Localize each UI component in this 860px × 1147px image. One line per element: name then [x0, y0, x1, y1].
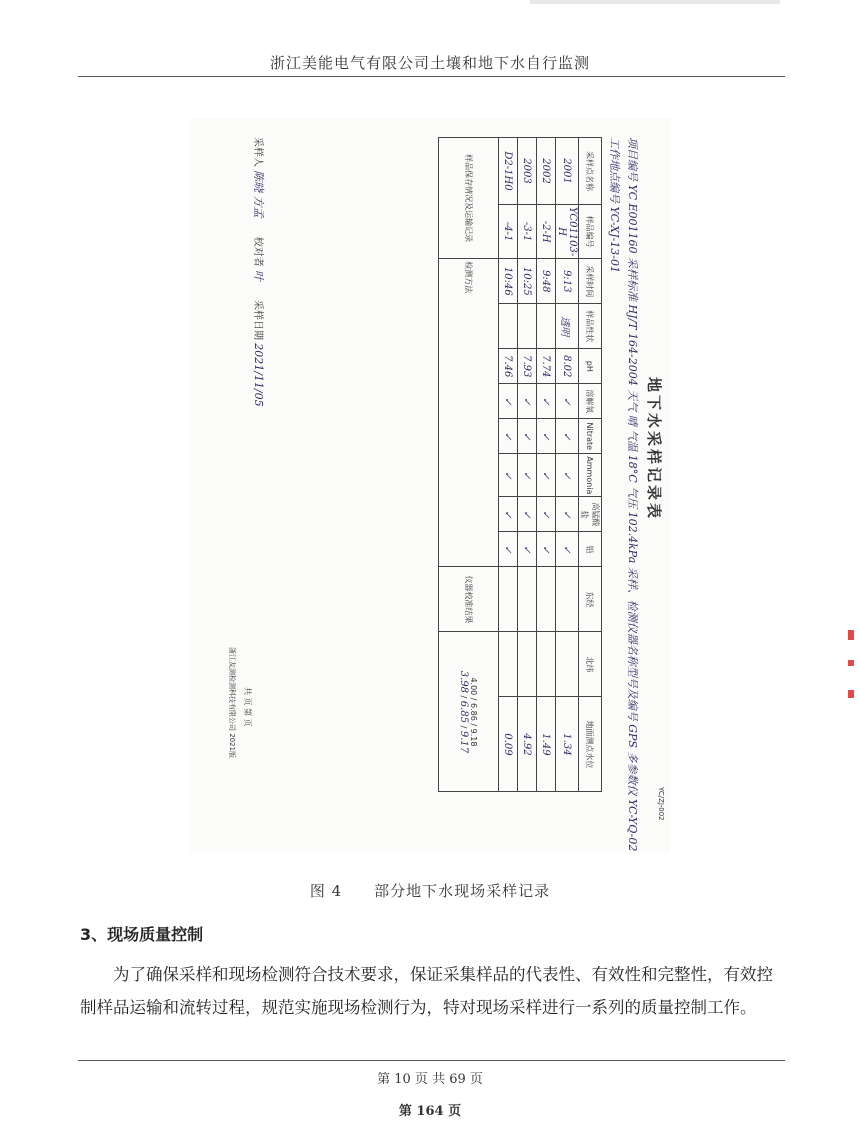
col-do: 溶解氧	[579, 384, 602, 419]
col-nitrate: Nitrate	[579, 419, 602, 454]
total-page-number: 第 164 页	[398, 1104, 462, 1119]
col-north: 北纬	[579, 632, 602, 697]
scan-edge-mark	[530, 0, 780, 4]
col-east: 东经	[579, 567, 602, 632]
red-edge-mark	[848, 690, 854, 698]
col-lead: 铅	[579, 532, 602, 567]
col-state: 样品性状	[579, 304, 602, 349]
col-point: 采样点名称	[579, 138, 602, 205]
header-rule	[78, 76, 785, 77]
sampling-table: 采样点名称 样品编号 采样时间 样品性状 pH 溶解氧 Nitrate Ammonia 高锰酸盐 铅 东经 北纬 地面测点水位 2001 YC01103-H 9:13 透明 8.02 ✓ ✓ ✓ ✓ ✓ 1.34 2002 -2-H 9:48 7.74 ✓ ✓ ✓ ✓ ✓ 1.49 2003 -3-1 10:25 7.93 ✓ ✓ ✓ ✓ ✓ 4.92 D2-1H0 -4-1 10:46 7.46 ✓ ✓ ✓ ✓ ✓ 0.09 样品保存情况及运输记录 检测方法 仪器校准结果 4.00 / 6.86 / 9.18 3.98 / 6.85 / 9.17	[438, 137, 602, 792]
workpoint-line: 工作地点编号 YC-XJ-13-01	[608, 137, 621, 273]
table-row: 2003 -3-1 10:25 7.93 ✓ ✓ ✓ ✓ ✓ 4.92	[518, 138, 537, 792]
figure-caption: 图 4 部分地下水现场采样记录	[309, 882, 551, 900]
table-row: 2001 YC01103-H 9:13 透明 8.02 ✓ ✓ ✓ ✓ ✓ 1.34	[556, 138, 579, 792]
date-label: 采样日期	[252, 300, 263, 341]
calibration-label: 仪器校准结果	[439, 567, 499, 632]
col-ph: pH	[579, 349, 602, 384]
checker-signature: 叶	[252, 269, 265, 281]
method-label: 检测方法	[439, 259, 499, 567]
body-paragraph: 为了确保采样和现场检测符合技术要求，保证采集样品的代表性、有效性和完整性，有效控制样品运输和流转过程，规范实施现场检测行为，特对现场采样进行一系列的质量控制工作。	[80, 965, 773, 1017]
col-time: 采样时间	[579, 259, 602, 304]
red-edge-mark	[848, 660, 854, 666]
groundwater-sampling-form	[197, 127, 667, 853]
footer-rule	[78, 1060, 785, 1061]
page-note: 共 页 第 页	[243, 687, 252, 727]
notes-label: 样品保存情况及运输记录	[439, 138, 499, 259]
col-ammonia: Ammonia	[579, 454, 602, 497]
red-edge-mark	[848, 630, 854, 640]
table-row: 2002 -2-H 9:48 7.74 ✓ ✓ ✓ ✓ ✓ 1.49	[537, 138, 556, 792]
date-value: 2021/11/05	[252, 343, 265, 407]
col-water-level: 地面测点水位	[579, 697, 602, 792]
company-note: 浙江友测检测科技有限公司 2021版	[228, 647, 236, 759]
col-permanganate: 高锰酸盐	[579, 497, 602, 532]
table-row: D2-1H0 -4-1 10:46 7.46 ✓ ✓ ✓ ✓ ✓ 0.09	[499, 138, 518, 792]
col-sample-id: 样品编号	[579, 205, 602, 259]
form-code: YC/ZJ-002	[657, 787, 665, 821]
form-title: 地下水采样记录表	[645, 377, 663, 522]
checker-label: 校对者	[252, 236, 263, 267]
sampler-signature: 陈晓 方孟	[252, 170, 265, 218]
sampler-label: 采样人	[252, 137, 263, 167]
page-header: 浙江美能电气有限公司土壤和地下水自行监测	[269, 54, 590, 72]
project-line: 项目编号 YC E001160 采样标准 HJ/T 164-2004 天气 晴 气温 18°C 气压 102.4kPa 采样、检测仪器名称型号及编号 GPS 多参数仪 YC-YQ-02	[626, 137, 639, 852]
section-title: 3、现场质量控制	[80, 925, 204, 944]
page-number: 第 10 页 共 69 页	[377, 1072, 483, 1087]
